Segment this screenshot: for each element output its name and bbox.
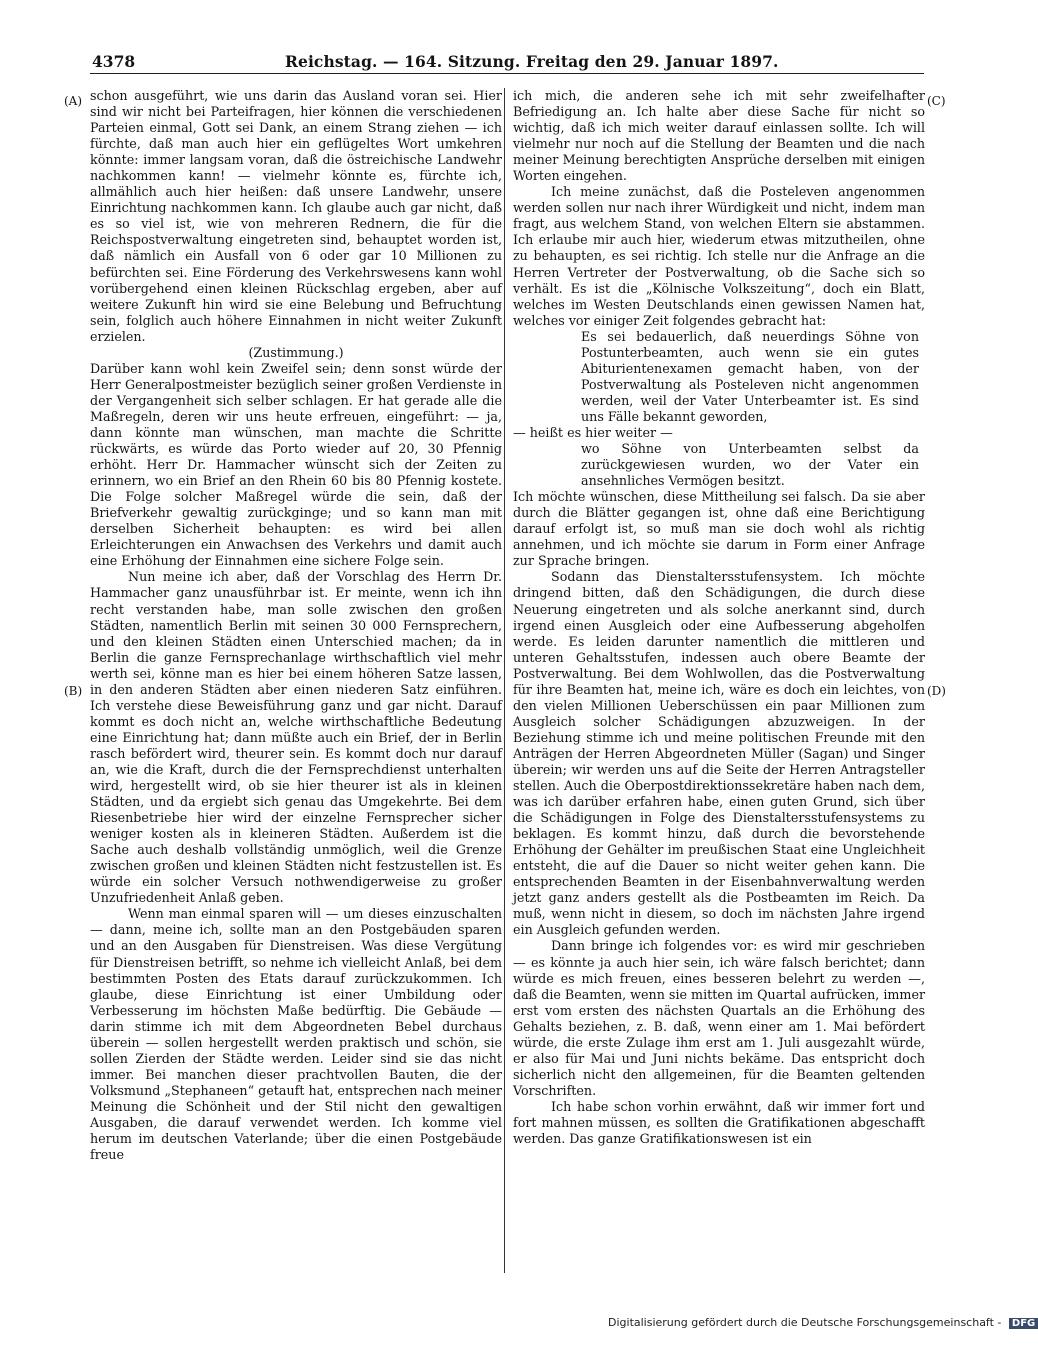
right-column-paragraph: Sodann das Dienstaltersstufensystem. Ich möchte dringend bitten, daß den Schädigungen, die durch diese Neuerung eingetreten und als solche anerkannt sind, durch irgend einen Ausgleich oder eine Aufbesserung abgeholfen werde. Es leiden darunter namentlich die mittleren und unteren Gehaltsstufen, indessen auch obere Beamte der Postverwaltung. Bei dem Wohlwollen, das die Postverwaltung für ihre Beamten hat, meine ich, wäre es doch ein leichtes, von den vielen Millionen Ueberschüssen ein paar Millionen zum Ausgleich solcher Schädigungen abzuzweigen. In der Beziehung stimme ich und meine politischen Freunde mit den Anträgen der Herren Abgeordneten Müller (Sagan) und Singer überein; wir werden uns auf die Seite der Herren Antragsteller stellen. Auch die Oberpostdirektionssekretäre haben nach dem, was ich darüber erfahren habe, einen guten Grund, sich über die Schädigungen in Folge des Dienstaltersstufensystems zu beklagen. Es kommt hinzu, daß durch die bevorstehende Erhöhung der Gehälter im preußischen Staat eine Ungleichheit entsteht, die auf die Dauer so nicht weiter gehen kann. Die entsprechenden Beamten in der Eisenbahnverwaltung werden jetzt ganz anders gestellt als die Postbeamten im Reich. Da muß, wenn nicht in diesem, so doch im nächsten Jahre irgend ein Ausgleich gefunden werden. (513, 569, 925, 938)
margin-marker-d: (D) (927, 684, 946, 698)
column-divider (504, 88, 505, 1273)
right-column-paragraph: Ich möchte wünschen, diese Mittheilung sei falsch. Da sie aber durch die Blätter gegangen ist, ohne daß eine Berichtigung darauf erfolgt ist, so muß man sie doch wohl als richtig annehmen, und ich möchte sie darum in Form einer Anfrage zur Sprache bringen. (513, 489, 925, 569)
left-column-paragraph: Nun meine ich aber, daß der Vorschlag des Herrn Dr. Hammacher ganz unausführbar ist. Er meinte, wenn ich ihn recht verstanden habe, man solle zwischen den großen Städten, namentlich Berlin mit seinen 30 000 Fernsprechern, und den kleinen Städten einen Unterschied machen; da in Berlin die ganze Fernsprechanlage wirthschaftlich viel mehr werth sei, könne man es hier bei einem höheren Satze lassen, in den anderen Städten aber einen niederen Satz einführen. Ich verstehe diese Beweisführung ganz und gar nicht. Darauf kommt es doch nicht an, welche wirthschaftliche Bedeutung eine Einrichtung hat; dann müßte auch ein Brief, der in Berlin rasch befördert wird, theurer sein. Es kommt doch nur darauf an, wie die Kraft, durch die der Fernsprechdienst unterhalten wird, hergestellt wird, ob sie hier theurer ist als in kleinen Städten, und da ergiebt sich genau das Umgekehrte. Bei dem Riesenbetriebe hier wird der einzelne Fernsprecher sicher weniger kosten als in kleineren Städten. Außerdem ist die Sache auch deshalb vollständig unmöglich, weil die Grenze zwischen großen und kleinen Städten nicht festzustellen ist. Es würde ein solcher Versuch nothwendigerweise zu großer Unzufriedenheit Anlaß geben. (90, 569, 502, 906)
left-column-paragraph: Wenn man einmal sparen will — um dieses einzuschalten — dann, meine ich, sollte man an den Postgebäuden sparen und an den Ausgaben für Dienstreisen. Was diese Vergütung für Dienstreisen betrifft, so nehme ich vielleicht Anlaß, bei dem bestimmten Posten des Etats darauf zurückzukommen. Ich glaube, diese Einrichtung ist einer Umbildung oder Verbesserung im höchsten Maße bedürftig. Die Gebäude — darin stimme ich mit dem Abgeordneten Bebel durchaus überein — sollen hergestellt werden praktisch und schön, sie sollen Zierden der Städte werden. Leider sind sie das nicht immer. Bei manchen dieser prachtvollen Bauten, die der Volksmund „Stephaneen“ getauft hat, entsprechen nach meiner Meinung die Schönheit und der Stil nicht den gewaltigen Ausgaben, die darauf verwendet werden. Ich komme viel herum im deutschen Vaterlande; über die einen Postgebäude freue (90, 906, 502, 1163)
left-column-paragraph: (Zustimmung.) (248, 344, 344, 360)
right-column-paragraph: Ich habe schon vorhin erwähnt, daß wir immer fort und fort mahnen müssen, es sollten die Gratifikationen abgeschafft werden. Das ganze Gratifikationswesen ist ein (513, 1098, 925, 1147)
right-column-paragraph: Ich meine zunächst, daß die Posteleven angenommen werden sollen nur nach ihrer Würdigkeit und nicht, indem man fragt, aus welchem Stand, von welchen Eltern sie abstammen. Ich erlaube mir auch hier, wiederum etwas mitzutheilen, ohne zu behaupten, es sei richtig. Ich stelle nur die Anfrage an die Herren Vertreter der Postverwaltung, ob die Sache sich so verhält. Es ist die „Kölnische Volkszeitung“, doch ein Blatt, welches im Westen Deutschlands einen gewissen Namen hat, welches vor einiger Zeit folgendes gebracht hat: (513, 184, 925, 328)
right-column-paragraph: Es sei bedauerlich, daß neuerdings Söhne von Postunterbeamten, auch wenn sie ein gutes Abiturientenexamen gemacht haben, von der Postverwaltung als Posteleven nicht angenommen werden, weil der Vater Unterbeamter ist. Es sind uns Fälle bekannt geworden, (581, 328, 919, 424)
right-column-paragraph: wo Söhne von Unterbeamten selbst da zurückgewiesen wurden, wo der Vater ein ansehnliches Vermögen besitzt. (581, 441, 919, 489)
right-column-paragraph: — heißt es hier weiter — (513, 424, 673, 440)
page-title: Reichstag. — 164. Sitzung. Freitag den 29. Januar 1897. (285, 52, 779, 71)
left-text-column (90, 88, 502, 1163)
page-number: 4378 (92, 52, 136, 71)
margin-marker-c: (C) (927, 94, 946, 108)
dfg-logo: DFG (1009, 1318, 1038, 1329)
left-column-paragraph: schon ausgeführt, wie uns darin das Ausland voran sei. Hier sind wir nicht bei Parteifragen, hier können die verschiedenen Parteien einmal, Gott sei Dank, an einem Strang ziehen — ich fürchte, daß man auch hier ein geflügeltes Wort umkehren könnte: immer langsam voran, daß die östreichische Landwehr nachkommen kann! — vielmehr könnte es, fürchte ich, allmählich auch hier heißen: daß unsere Landwehr, unsere Einrichtung nachkommen kann. Ich glaube auch gar nicht, daß es so viel ist, wie von mehreren Rednern, die für die Reichspostverwaltung eingetreten sind, behauptet worden ist, daß nämlich ein Ausfall von 6 oder gar 10 Millionen zu befürchten sei. Eine Förderung des Verkehrswesens kann wohl vorübergehend einen kleinen Rückschlag ergeben, aber auf weitere Zukunft hin wird sie eine Belebung und Befruchtung sein, folglich auch höhere Einnahmen in nicht weiter Zukunft erzielen. (90, 88, 502, 344)
right-text-column (513, 88, 925, 1147)
right-column-paragraph: ich mich, die anderen sehe ich mit sehr zweifelhafter Befriedigung an. Ich halte aber diese Sache für nicht so wichtig, daß ich mich weiter darauf einlassen sollte. Ich will vielmehr nur noch auf die Stellung der Beamten und die nach meiner Meinung berechtigten Ansprüche derselben mit einigen Worten eingehen. (513, 88, 925, 184)
margin-marker-b: (B) (64, 684, 83, 698)
footer-text: Digitalisierung gefördert durch die Deutsche Forschungsgemeinschaft - (608, 1316, 1002, 1329)
left-column-paragraph: Darüber kann wohl kein Zweifel sein; denn sonst würde der Herr Generalpostmeister bezüglich seiner großen Verdienste in der Vergangenheit sich selber schlagen. Er hat gerade alle die Maßregeln, deren wir uns heute erfreuen, eingeführt: — ja, dann könnte man wünschen, man machte die Schritte rückwärts, es würde das Porto wieder auf 20, 30 Pfennig erhöht. Herr Dr. Hammacher wünscht sich der Zeiten zu erinnern, wo ein Brief an den Rhein 60 bis 80 Pfennig kostete. Die Folge solcher Maßregel würde die sein, daß der Briefverkehr gewaltig zurückginge; und so kann man mit derselben Sicherheit behaupten: es wird bei allen Erleichterungen ein Anwachsen des Verkehrs und damit auch eine Erhöhung der Einnahmen eine sichere Folge sein. (90, 360, 502, 569)
footer-credit (608, 1316, 1038, 1334)
right-column-paragraph: Dann bringe ich folgendes vor: es wird mir geschrieben — es könnte ja auch hier sein, ich wäre falsch berichtet; dann würde es mich freuen, eines besseren belehrt zu werden —, daß die Beamten, wenn sie mitten im Quartal aufrücken, immer erst vom ersten des nächsten Quartals an die Erhöhung des Gehalts beziehen, z. B. daß, wenn einer am 1. Mai befördert würde, die erste Zulage ihm erst am 1. Juli ausgezahlt würde, er also für Mai und Juni nichts bekäme. Das entspricht doch sicherlich nicht den allgemeinen, für die Beamten geltenden Vorschriften. (513, 938, 926, 1098)
margin-marker-a: (A) (64, 94, 83, 108)
header-rule (90, 73, 924, 74)
